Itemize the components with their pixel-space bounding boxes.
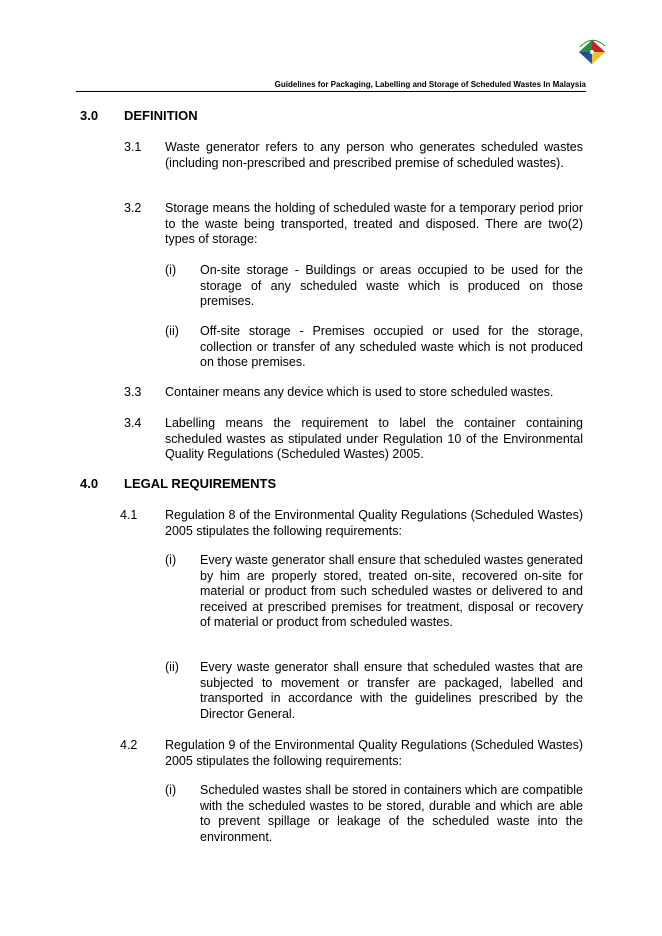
clause-text: Container means any device which is used to store scheduled wastes. — [165, 385, 554, 399]
section-heading: DEFINITION — [124, 108, 198, 123]
clause-text: Labelling means the requirement to label the container containing scheduled wastes as stipulated under Regulation 10 of the Environmental Quality Regulations (Scheduled Wastes) 2005. — [165, 416, 583, 461]
clause-number: 4.1 — [120, 508, 138, 522]
clause-text: Waste generator refers to any person who generates scheduled wastes (including non-prescribed and prescribed premise of scheduled wastes). — [165, 140, 583, 170]
clause-number: 3.2 — [124, 201, 142, 215]
clause-number: 4.2 — [120, 738, 138, 752]
section-heading: LEGAL REQUIREMENTS — [124, 476, 277, 491]
clause-number: 3.1 — [124, 140, 142, 154]
clause-number: 3.4 — [124, 416, 142, 430]
clause-text: Regulation 8 of the Environmental Quality Regulations (Scheduled Wastes) 2005 stipulates the following requirements: — [165, 508, 583, 538]
subclause-label: (i) — [165, 783, 177, 797]
section-number: 4.0 — [80, 476, 99, 491]
subclause-label: (i) — [165, 263, 177, 277]
clause-text: Regulation 9 of the Environmental Quality Regulations (Scheduled Wastes) 2005 stipulates the following requirements: — [165, 738, 583, 768]
section-number: 3.0 — [80, 108, 99, 123]
subclause-label: (ii) — [165, 324, 179, 338]
subclause-text: Every waste generator shall ensure that scheduled wastes generated by him are properly stored, treated on-site, recovered on-site for material or product from such scheduled wastes or delivered to and received at prescribed premises for treatment, disposal or recovery of material or product from scheduled wastes. — [200, 553, 583, 629]
subclause-label: (ii) — [165, 660, 179, 674]
clause-number: 3.3 — [124, 385, 142, 399]
header-divider — [76, 91, 586, 92]
clause-text: Storage means the holding of scheduled waste for a temporary period prior to the waste being transported, treated and disposed. There are two(2) types of storage: — [165, 201, 583, 246]
department-of-environment-logo-icon — [572, 32, 612, 72]
subclause-text: On-site storage - Buildings or areas occupied to be used for the storage of any scheduled waste which is produced on those premises. — [200, 263, 583, 308]
subclause-label: (i) — [165, 553, 177, 567]
document-header-title: Guidelines for Packaging, Labelling and Storage of Scheduled Wastes In Malaysia — [274, 80, 586, 89]
subclause-text: Scheduled wastes shall be stored in containers which are compatible with the scheduled wastes to be stored, durable and which are able to prevent spillage or leakage of the scheduled waste into the environment. — [200, 783, 583, 844]
subclause-text: Off-site storage - Premises occupied or used for the storage, collection or transfer of any scheduled waste which is not produced on those premises. — [200, 324, 583, 369]
subclause-text: Every waste generator shall ensure that scheduled wastes that are subjected to movement or transfer are packaged, labelled and transported in accordance with the guidelines prescribed by the Director General. — [200, 660, 583, 721]
